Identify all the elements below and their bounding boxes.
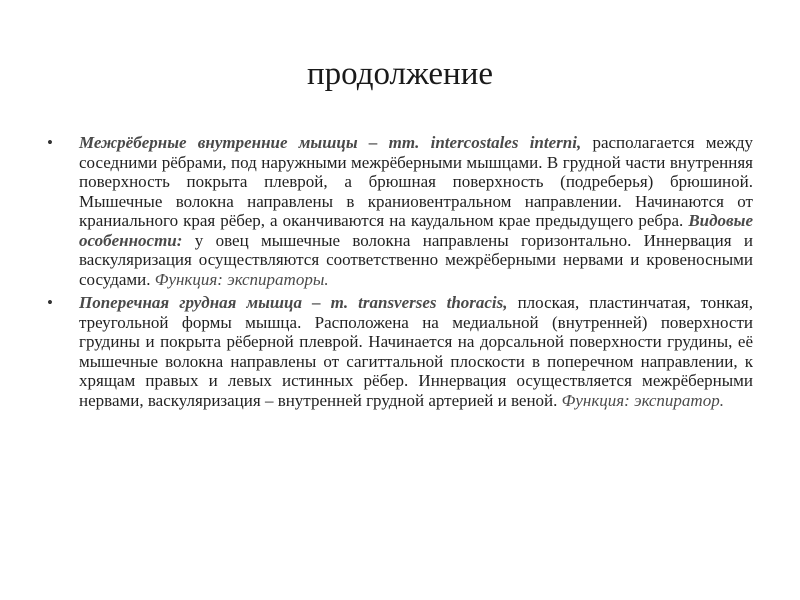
function-text: Функция: экспираторы. [154, 269, 329, 289]
species-label: Видовые особенности: [79, 211, 753, 250]
description-text: располагается между соседними рёбрами, под наружными межрёберными мышцами. В грудной части внутренняя поверхность покрыта плеврой, а брюшная поверхность (подреберья) брюшиной. Мышечные волокна направлены в краниовентральном направлении. Начинаются от краниального края рёбер, а оканчиваются на каудальном крае предыдущего ребра. [79, 133, 753, 230]
muscle-term: Межрёберные внутренние мышцы – mm. intercostales interni, [79, 133, 582, 152]
bullet-item-transversus-thoracis [47, 293, 753, 410]
bullet-icon: • [47, 133, 53, 152]
slide-title: продолжение [306, 56, 493, 92]
description-text: плоская, пластинчатая, тонкая, треугольной формы мышца. Расположена на медиальной (внутренней) поверхности грудины и покрыта рёберной плеврой. Начинается на дорсальной поверхности грудины, её мышечные волокна направлены от сагиттальной плоскости в поперечном направлении, к хрящам правых и левых истинных рёбер. Иннервация осуществляется межрёберными нервами, васкуляризация – внутренней грудной артерией и веной. [79, 293, 753, 410]
bullet-icon: • [47, 293, 53, 312]
species-text: у овец мышечные волокна направлены горизонтально. Иннервация и васкуляризация осуществляются соответственно межрёберными нервами и кровеносными сосудами. [79, 230, 753, 289]
bullet-list [47, 133, 753, 414]
muscle-term: Поперечная грудная мышца – m. transverses thoracis, [79, 293, 508, 312]
function-text: Функция: экспиратор. [561, 390, 724, 410]
bullet-item-intercostales-interni [47, 133, 753, 289]
